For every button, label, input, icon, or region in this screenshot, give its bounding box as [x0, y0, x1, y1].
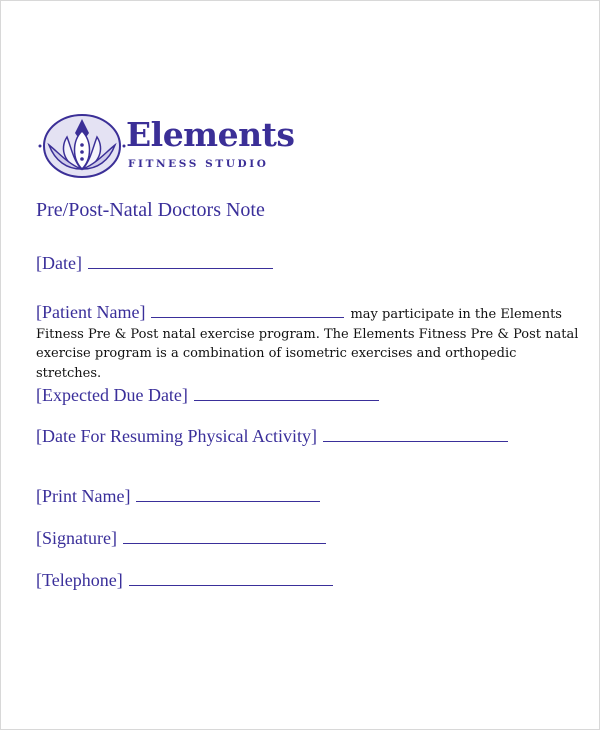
resume-date-field[interactable] — [36, 426, 508, 447]
brand-subtitle: FITNESS STUDIO — [128, 158, 269, 170]
expected-due-date-label: [Expected Due Date] — [36, 385, 188, 405]
expected-due-date-blank[interactable] — [194, 399, 379, 401]
print-name-label: [Print Name] — [36, 486, 131, 506]
resume-date-label: [Date For Resuming Physical Activity] — [36, 426, 317, 446]
patient-name-label: [Patient Name] — [36, 302, 146, 322]
lotus-logo-icon — [37, 111, 127, 181]
telephone-field[interactable] — [36, 570, 333, 591]
signature-blank[interactable] — [123, 542, 326, 544]
telephone-blank[interactable] — [129, 584, 333, 586]
expected-due-date-field[interactable] — [36, 385, 379, 406]
print-name-blank[interactable] — [136, 500, 320, 502]
date-label: [Date] — [36, 253, 82, 273]
resume-date-blank[interactable] — [323, 440, 508, 442]
date-blank[interactable] — [88, 267, 273, 269]
consent-text: may participate in the Elements Fitness Pre & Post natal exercise program. The Elements Fitness Pre & Post natal exercise program is a combination of isometric exercises and orthopedic stretches. — [36, 307, 579, 381]
page-title: Pre/Post-Natal Doctors Note — [36, 199, 265, 221]
print-name-field[interactable] — [36, 486, 320, 507]
patient-name-blank[interactable] — [151, 316, 344, 318]
signature-label: [Signature] — [36, 528, 117, 548]
date-field[interactable] — [36, 253, 273, 274]
consent-paragraph — [36, 303, 581, 383]
brand-name: Elements — [126, 115, 295, 154]
telephone-label: [Telephone] — [36, 570, 123, 590]
signature-field[interactable] — [36, 528, 326, 549]
